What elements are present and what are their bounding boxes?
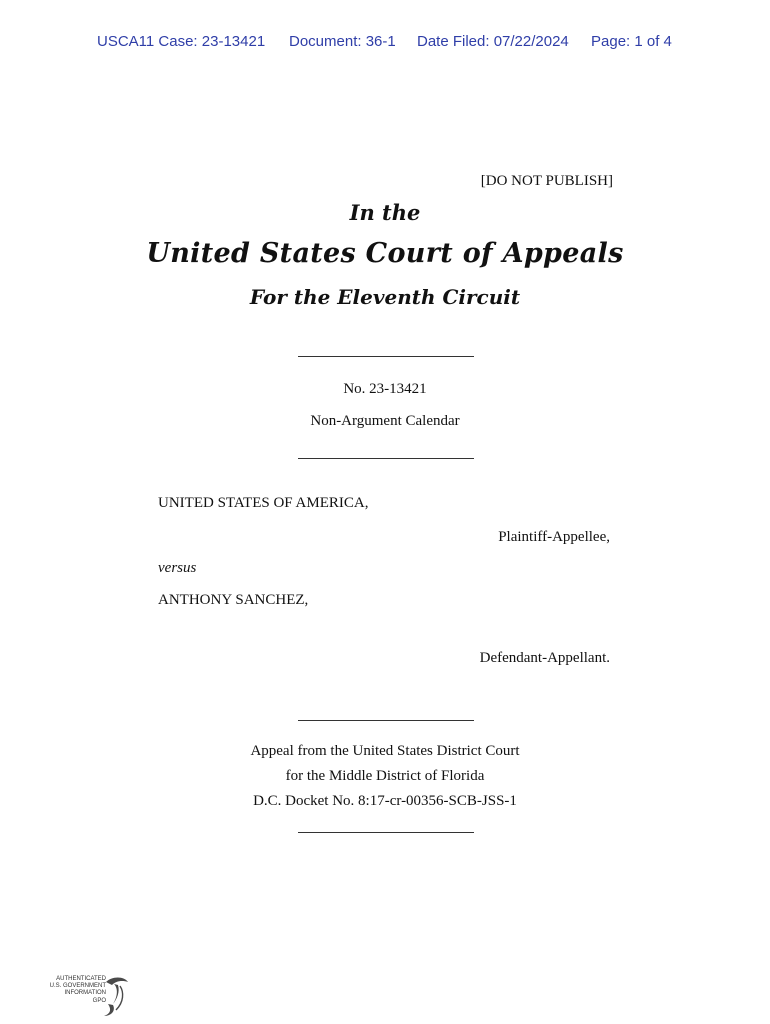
plaintiff-name: UNITED STATES OF AMERICA, — [158, 495, 369, 511]
divider-rule — [298, 720, 474, 721]
calendar-type: Non-Argument Calendar — [310, 413, 460, 429]
appeal-origin-line: Appeal from the United States District Court — [250, 743, 520, 759]
seal-text — [44, 976, 106, 997]
header-document-number: Document: 36-1 — [289, 33, 396, 50]
defendant-role: Defendant-Appellant. — [479, 650, 610, 666]
circuit-name: For the Eleventh Circuit — [249, 285, 521, 309]
header-date-filed: Date Filed: 07/22/2024 — [417, 33, 569, 50]
court-prefix: In the — [349, 200, 421, 225]
header-case-number: USCA11 Case: 23-13421 — [97, 33, 266, 50]
seal-line: INFORMATION — [64, 990, 106, 996]
case-number: No. 23-13421 — [343, 381, 427, 397]
plaintiff-role: Plaintiff-Appellee, — [498, 529, 610, 545]
defendant-name: ANTHONY SANCHEZ, — [158, 592, 309, 608]
versus-label: versus — [158, 560, 197, 576]
eagle-icon — [102, 974, 130, 1018]
publish-note: [DO NOT PUBLISH] — [480, 173, 613, 189]
filing-header — [0, 33, 770, 53]
seal-line: U.S. GOVERNMENT — [49, 983, 106, 989]
gpo-authentication-seal — [44, 974, 134, 1018]
seal-line: AUTHENTICATED — [56, 976, 106, 982]
district-docket-number: D.C. Docket No. 8:17-cr-00356-SCB-JSS-1 — [253, 793, 517, 809]
seal-gpo-label: GPO — [92, 998, 106, 1004]
header-page-count: Page: 1 of 4 — [591, 33, 672, 50]
divider-rule — [298, 458, 474, 459]
appeal-district-line: for the Middle District of Florida — [285, 768, 485, 784]
court-name: United States Court of Appeals — [146, 238, 624, 269]
divider-rule — [298, 356, 474, 357]
divider-rule — [298, 832, 474, 833]
